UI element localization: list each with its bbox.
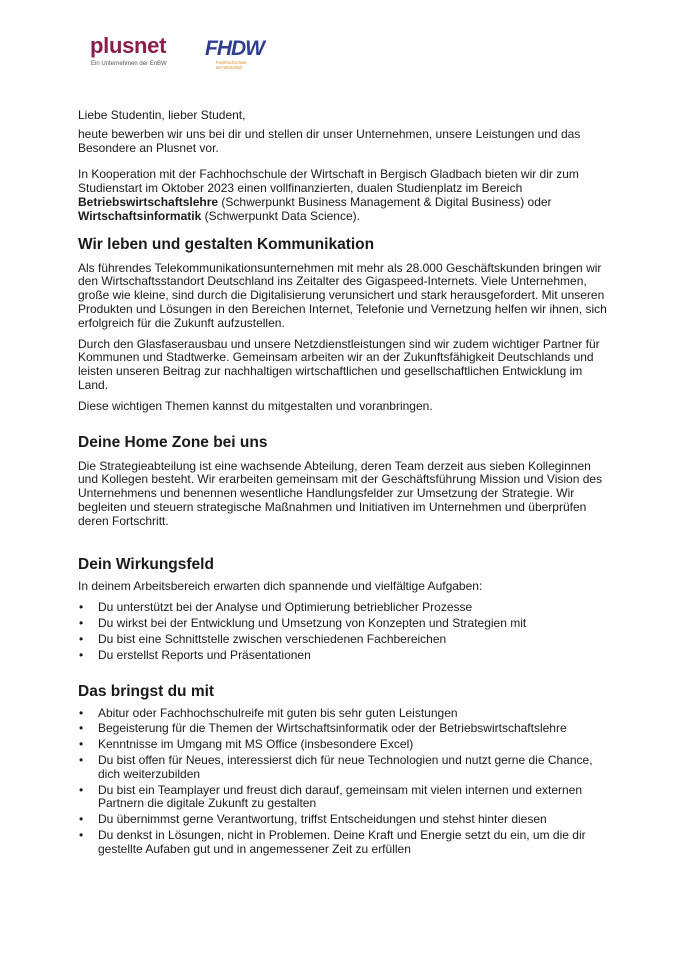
section-heading: Wir leben und gestalten Kommunikation xyxy=(78,235,375,253)
requirements-list xyxy=(78,707,608,857)
section-wirkungsfeld xyxy=(78,556,608,663)
intro-paragraph: heute bewerben wir uns bei dir und stellen dir unser Unternehmen, unsere Leistungen und das Besondere an Plusnet vor. xyxy=(78,126,581,155)
coop-text-2: (Schwerpunkt Business Management & Digital Business) oder xyxy=(218,194,552,209)
list-item: • Abitur oder Fachhochschulreife mit guten bis sehr guten Leistungen xyxy=(78,707,608,721)
fhdw-logo-text: FHDW xyxy=(205,37,264,60)
list-item: • Du erstellst Reports und Präsentationen xyxy=(78,649,608,663)
list-item: • Du bist ein Teamplayer und freust dich darauf, gemeinsam mit vielen internen und externen Partnern die digitale Zukunft zu gestalten xyxy=(78,784,608,812)
coop-bold-bwl: Betriebswirtschaftslehre xyxy=(78,194,219,209)
list-item: • Du unterstützt bei der Analyse und Optimierung betrieblicher Prozesse xyxy=(78,601,608,615)
section-heading: Deine Home Zone bei uns xyxy=(78,433,268,451)
plusnet-tagline: Ein Unternehmen der EnBW xyxy=(91,61,167,67)
list-item: • Kenntnisse im Umgang mit MS Office (insbesondere Excel) xyxy=(78,738,608,752)
section-heading: Dein Wirkungsfeld xyxy=(78,555,214,573)
list-item: • Begeisterung für die Themen der Wirtschaftsinformatik oder der Betriebswirtschaftslehre xyxy=(78,722,608,736)
fhdw-tagline-line-1: Fachhochschule xyxy=(216,60,247,65)
section-paragraph: In deinem Arbeitsbereich erwarten dich spannende und vielfältige Aufgaben: xyxy=(78,578,483,593)
section-paragraph: Diese wichtigen Themen kannst du mitgestalten und voranbringen. xyxy=(78,398,433,413)
cooperation-paragraph xyxy=(78,168,608,223)
greeting: Liebe Studentin, lieber Student, xyxy=(78,108,246,122)
task-list xyxy=(78,601,608,662)
coop-text-3: (Schwerpunkt Data Science). xyxy=(201,208,360,223)
list-item: • Du bist offen für Neues, interessierst dich für neue Technologien und nutzt gerne die Chance, dich weiterzubilden xyxy=(78,754,608,782)
fhdw-tagline-line-2: der Wirtschaft xyxy=(216,65,242,70)
letter-body xyxy=(78,109,608,858)
fhdw-tagline xyxy=(216,60,247,70)
list-item: • Du denkst in Lösungen, nicht in Problemen. Deine Kraft und Energie setzt du ein, um die dir gestellte Aufaben gut und in angemessener Zeit zu erfüllen xyxy=(78,829,608,857)
plusnet-logo: plusnet xyxy=(90,33,167,58)
list-item: • Du bist eine Schnittstelle zwischen verschiedenen Fachbereichen xyxy=(78,633,608,647)
section-heading: Das bringst du mit xyxy=(78,682,215,700)
coop-bold-wi: Wirtschaftsinformatik xyxy=(78,208,202,223)
list-item: • Du wirkst bei der Entwicklung und Umsetzung von Konzepten und Strategien mit xyxy=(78,617,608,631)
section-kommunikation xyxy=(78,236,608,414)
section-anforderungen xyxy=(78,683,608,857)
section-paragraph: Durch den Glasfaserausbau und unsere Netzdienstleistungen sind wir zudem wichtiger Partner für Kommunen und Stadtwerke. Gemeinsam arbeiten wir an der Zukunftsfähigkeit Deutschlands und leisten unseren Beitrag zur nachhaltigen wirtschaftlichen und gesellschaftlichen Entwicklung im Land. xyxy=(78,336,600,392)
logo-bar xyxy=(90,33,290,76)
list-item: • Du übernimmst gerne Verantwortung, triffst Entscheidungen und stehst hinter diesen xyxy=(78,813,608,827)
coop-text-1: In Kooperation mit der Fachhochschule der Wirtschaft in Bergisch Gladbach bieten wir dir zum Studienstart im Oktober 2023 einen vollfinanzierten, dualen Studienplatz im Bereich xyxy=(78,167,579,196)
section-paragraph: Die Strategieabteilung ist eine wachsende Abteilung, deren Team derzeit aus sieben Kolleginnen und Kollegen besteht. Wir erarbeiten gemeinsam mit der Geschäftsführung Mission und Vision des Unternehmens und benennen wesentliche Handlungsfelder zur Umsetzung der Strategie. Wir begleiten und steuern strategische Maßnahmen und Initiativen im Unternehmen und überprüfen deren Fortschritt. xyxy=(78,458,603,528)
section-home-zone xyxy=(78,434,608,529)
section-paragraph: Als führendes Telekommunikationsunternehmen mit mehr als 28.000 Geschäftskunden bringen wir den Wirtschaftsstandort Deutschland ins Zeitalter des Gigaspeed-Internets. Viele Unternehmen, große wie kleine, sind durch die Digitalisierung verunsichert und stark herausgefordert. Mit unseren Produkten und Lösungen in den Bereichen Internet, Telefonie und Vernetzung helfen wir ihnen, sich erfolgreich für die Zukunft aufzustellen. xyxy=(78,260,607,330)
